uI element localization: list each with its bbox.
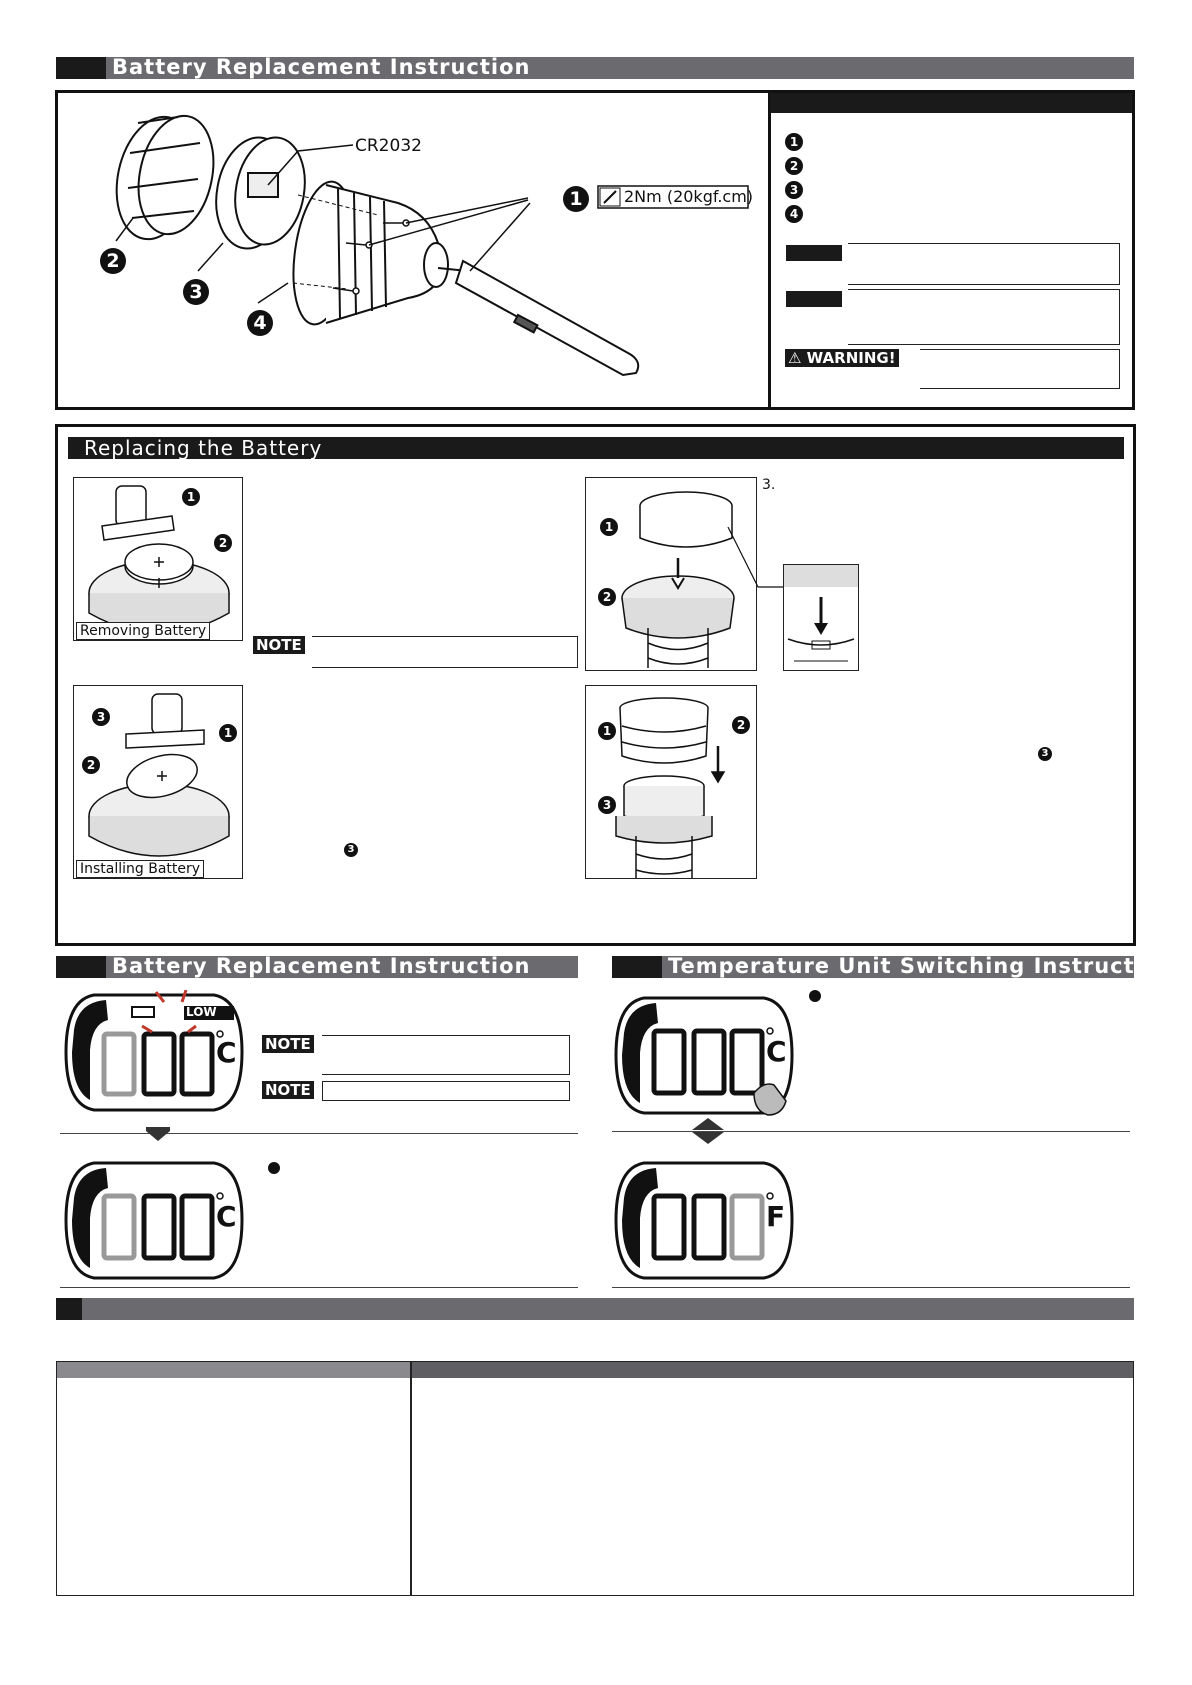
- parts-list-header-bar: [770, 93, 1132, 113]
- part-number-4: 4: [785, 205, 803, 223]
- replacing-battery-panel: [55, 424, 1136, 946]
- section-title: Battery Replacement Instruction: [112, 954, 531, 978]
- step3-detail-illustration: [784, 565, 858, 670]
- note-label-removing: NOTE: [253, 636, 305, 654]
- removing-battery-photo: [73, 477, 243, 641]
- removing-battery-illustration: [74, 478, 242, 640]
- step4-illustration: [586, 686, 756, 878]
- removing-callout-1: 1: [182, 488, 200, 506]
- warning-label: ⚠ WARNING!: [785, 349, 899, 367]
- step4-photo: [585, 685, 757, 879]
- step3-detail-photo: [783, 564, 859, 671]
- lcd-unit-c-2: C: [216, 1200, 237, 1233]
- label-block-2: [786, 291, 842, 307]
- label-block-1: [786, 245, 842, 261]
- section-header-battery-replacement-2: [56, 956, 578, 978]
- battery-type-label: CR2032: [355, 136, 422, 156]
- bullet-dot-right: [809, 990, 821, 1002]
- table-header-col2: [411, 1362, 1133, 1378]
- table-frame: [56, 1361, 1134, 1596]
- exploded-diagram-panel: [55, 90, 771, 410]
- table-column-divider: [410, 1362, 412, 1595]
- note-frame-2: [322, 1081, 570, 1101]
- text-frame-1: [848, 243, 1120, 285]
- inline-callout-3-right: 3: [1038, 747, 1052, 761]
- section-header-battery-replacement: [56, 57, 1134, 79]
- lcd-unit-c-1: C: [216, 1036, 237, 1069]
- table-header-col1: [57, 1362, 411, 1378]
- installing-callout-3: 3: [92, 708, 110, 726]
- bullet-dot-left: [268, 1162, 280, 1174]
- step3-number: 3.: [762, 477, 776, 493]
- section-title: Temperature Unit Switching Instruction: [668, 954, 1175, 978]
- section-header-temperature-unit: [612, 954, 1175, 978]
- callout-2: 2: [100, 248, 126, 274]
- divider-left-2: [60, 1287, 578, 1288]
- step4-callout-1: 1: [598, 722, 616, 740]
- parts-list-panel: [768, 90, 1135, 410]
- installing-callout-1: 1: [219, 724, 237, 742]
- section-title: Battery Replacement Instruction: [112, 55, 531, 79]
- installing-battery-caption: Installing Battery: [76, 860, 204, 878]
- lcd-unit-f: F: [766, 1200, 786, 1233]
- part-number-3: 3: [785, 181, 803, 199]
- replacing-title: Replacing the Battery: [84, 436, 323, 460]
- divider-right-2: [612, 1287, 1130, 1288]
- arrow-updown-icon: [688, 1118, 728, 1144]
- note-label-2: NOTE: [262, 1081, 314, 1099]
- lcd-low-label: LOW: [186, 1005, 217, 1019]
- callout-3: 3: [183, 279, 209, 305]
- callout-4: 4: [247, 310, 273, 336]
- note-frame-removing: [312, 636, 578, 668]
- installing-battery-photo: [73, 685, 243, 879]
- step4-callout-3: 3: [598, 796, 616, 814]
- arrow-down-icon: [138, 1125, 178, 1143]
- removing-battery-caption: Removing Battery: [76, 622, 210, 640]
- callout-1: 1: [563, 186, 589, 212]
- removing-callout-2: 2: [214, 534, 232, 552]
- text-frame-2: [848, 289, 1120, 345]
- step3-callout-2: 2: [598, 588, 616, 606]
- header-block: [56, 956, 106, 978]
- warning-frame: [920, 349, 1120, 389]
- header-block: [612, 956, 662, 978]
- inline-callout-3-left: 3: [344, 843, 358, 857]
- torque-spec-label: 2Nm (20kgf.cm): [624, 187, 754, 206]
- part-number-2: 2: [785, 157, 803, 175]
- header-block: [56, 57, 106, 79]
- installing-callout-2: 2: [82, 756, 100, 774]
- lcd-unit-c-3: C: [766, 1035, 787, 1068]
- section-header-troubleshooting: [56, 1298, 1134, 1320]
- header-block: [56, 1298, 82, 1320]
- note-frame-1: [322, 1035, 570, 1075]
- part-number-1: 1: [785, 133, 803, 151]
- note-label-1: NOTE: [262, 1035, 314, 1053]
- step4-callout-2: 2: [732, 716, 750, 734]
- step3-callout-1: 1: [600, 518, 618, 536]
